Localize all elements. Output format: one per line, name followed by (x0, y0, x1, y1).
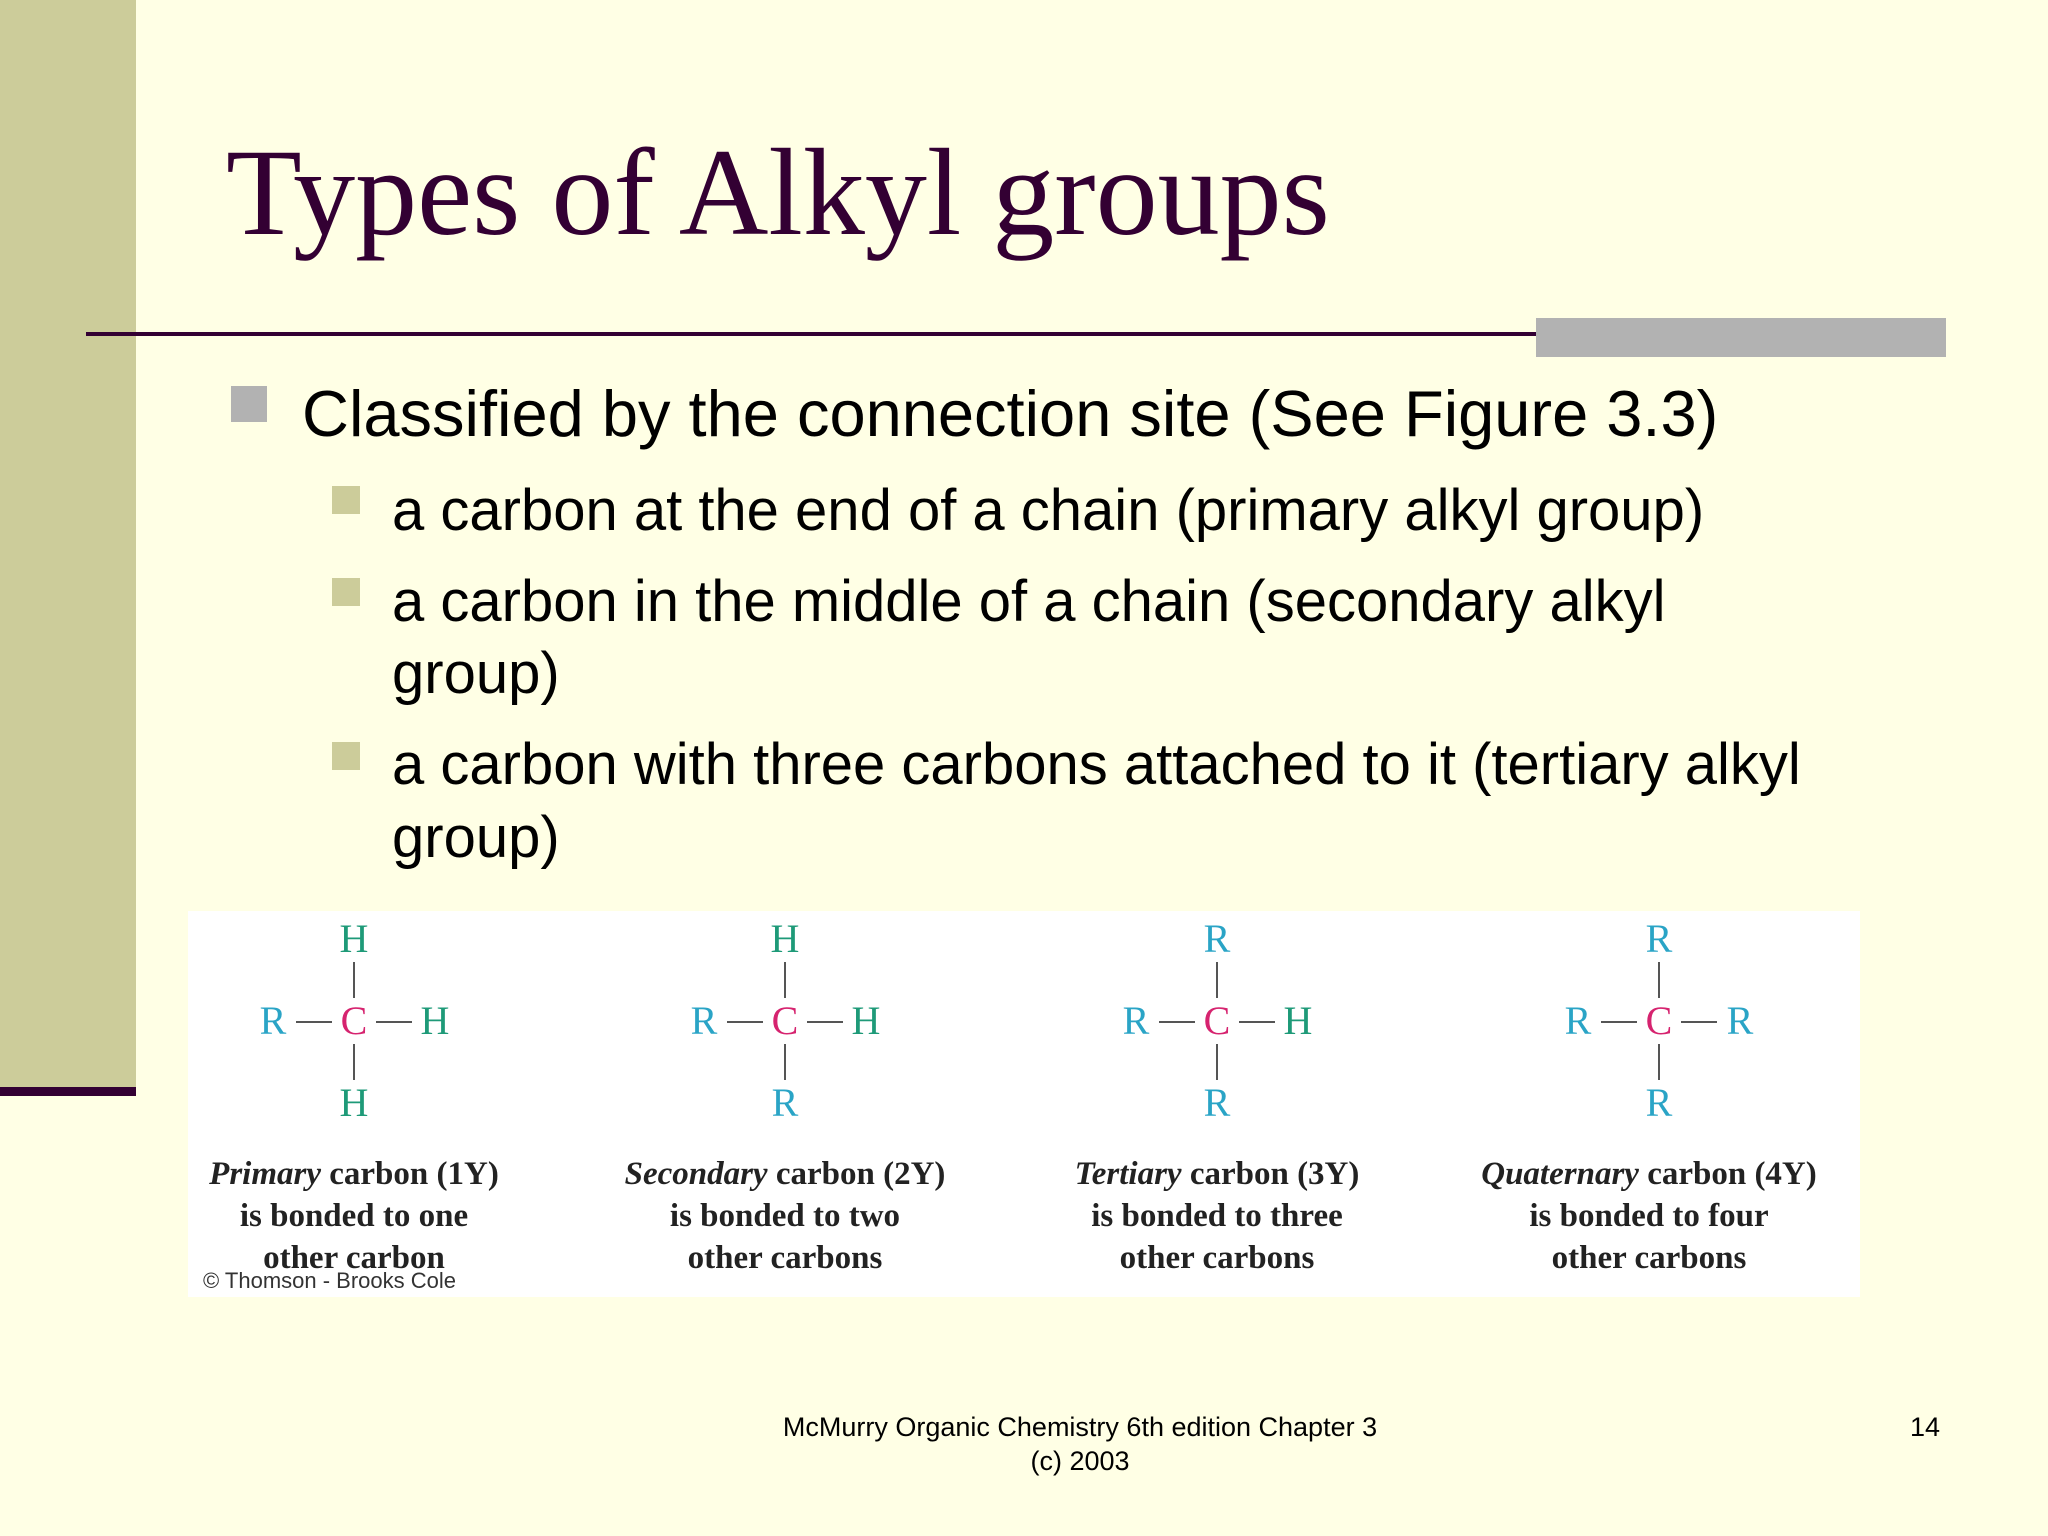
bond (1216, 1044, 1218, 1080)
sub-bullet-text: a carbon in the middle of a chain (secondary alkyl (392, 569, 1666, 634)
caption-line: other carbons (687, 1240, 883, 1276)
caption-rest: carbon (3Y) (1181, 1156, 1360, 1192)
caption-line: is bonded to four (1529, 1198, 1769, 1234)
bond (1658, 962, 1660, 998)
bond (784, 1044, 786, 1080)
sub-bullet-text: a carbon with three carbons attached to it (tertiary alkyl (392, 732, 1801, 797)
bond (1159, 1021, 1195, 1023)
primary-carbon-caption (144, 1153, 564, 1279)
bond (807, 1021, 843, 1023)
atom-right: H (851, 998, 881, 1043)
sub-bullet-marker (332, 578, 360, 606)
alkyl-carbon-figure (188, 911, 1860, 1297)
atom-center: C (1203, 998, 1231, 1043)
caption-line: other carbons (1551, 1240, 1747, 1276)
bond (1681, 1021, 1717, 1023)
footer-line: (c) 2003 (1030, 1446, 1130, 1476)
bullet-marker (231, 386, 267, 422)
title-underline-accent (1536, 318, 1946, 357)
bond (353, 962, 355, 998)
caption-emphasis: Quaternary (1481, 1156, 1639, 1192)
caption-line: other carbon (263, 1240, 445, 1276)
sub-bullet-text-continued: group) (392, 641, 560, 706)
caption-rest: carbon (2Y) (767, 1156, 946, 1192)
caption-line: is bonded to two (669, 1198, 901, 1234)
secondary-carbon-structure (665, 911, 905, 1131)
bond (784, 962, 786, 998)
atom-bottom: R (1203, 1080, 1231, 1125)
atom-left: R (1122, 998, 1150, 1043)
caption-emphasis: Secondary (624, 1156, 768, 1192)
atom-center: C (1645, 998, 1673, 1043)
atom-top: H (770, 916, 800, 961)
secondary-carbon-caption (575, 1153, 995, 1279)
atom-bottom: R (771, 1080, 799, 1125)
atom-top: R (1645, 916, 1673, 961)
slide-footer (730, 1410, 1430, 1478)
caption-rest: carbon (4Y) (1638, 1156, 1817, 1192)
quaternary-carbon-caption (1439, 1153, 1859, 1279)
bond (1216, 962, 1218, 998)
atom-right: R (1726, 998, 1754, 1043)
sub-bullet-text: a carbon at the end of a chain (primary alkyl group) (392, 478, 1705, 543)
primary-carbon-structure (234, 911, 474, 1131)
sub-bullet-text-continued: group) (392, 805, 560, 870)
bond (353, 1044, 355, 1080)
caption-emphasis: Tertiary (1074, 1156, 1182, 1192)
bond (1658, 1044, 1660, 1080)
bond (376, 1021, 412, 1023)
caption-line: is bonded to one (239, 1198, 469, 1234)
bond (1601, 1021, 1637, 1023)
page-number: 14 (1909, 1412, 1940, 1442)
atom-left: R (259, 998, 287, 1043)
atom-left: R (690, 998, 718, 1043)
atom-center: C (771, 998, 799, 1043)
quaternary-carbon-structure (1539, 911, 1779, 1131)
sub-bullet-marker (332, 742, 360, 770)
caption-line: other carbons (1119, 1240, 1315, 1276)
tertiary-carbon-caption (1007, 1153, 1427, 1279)
left-sidebar-band (0, 0, 136, 1092)
caption-rest: carbon (1Y) (321, 1156, 499, 1192)
bond (727, 1021, 763, 1023)
caption-line: is bonded to three (1091, 1198, 1343, 1234)
atom-right: H (420, 998, 450, 1043)
atom-bottom: H (339, 1080, 369, 1125)
caption-emphasis: Primary (209, 1156, 321, 1192)
atom-top: R (1203, 916, 1231, 961)
bullet-text: Classified by the connection site (See Figure 3.3) (302, 377, 1719, 450)
slide-title: Types of Alkyl groups (226, 124, 1330, 261)
atom-right: H (1283, 998, 1313, 1043)
figure-copyright: © Thomson - Brooks Cole (203, 1268, 457, 1293)
atom-top: H (339, 916, 369, 961)
footer-line: McMurry Organic Chemistry 6th edition Chapter 3 (782, 1412, 1378, 1442)
sidebar-divider (0, 1087, 136, 1096)
bond (1239, 1021, 1275, 1023)
atom-bottom: R (1645, 1080, 1673, 1125)
tertiary-carbon-structure (1097, 911, 1337, 1131)
atom-left: R (1564, 998, 1592, 1043)
bond (296, 1021, 332, 1023)
sub-bullet-marker (332, 486, 360, 514)
atom-center: C (340, 998, 368, 1043)
